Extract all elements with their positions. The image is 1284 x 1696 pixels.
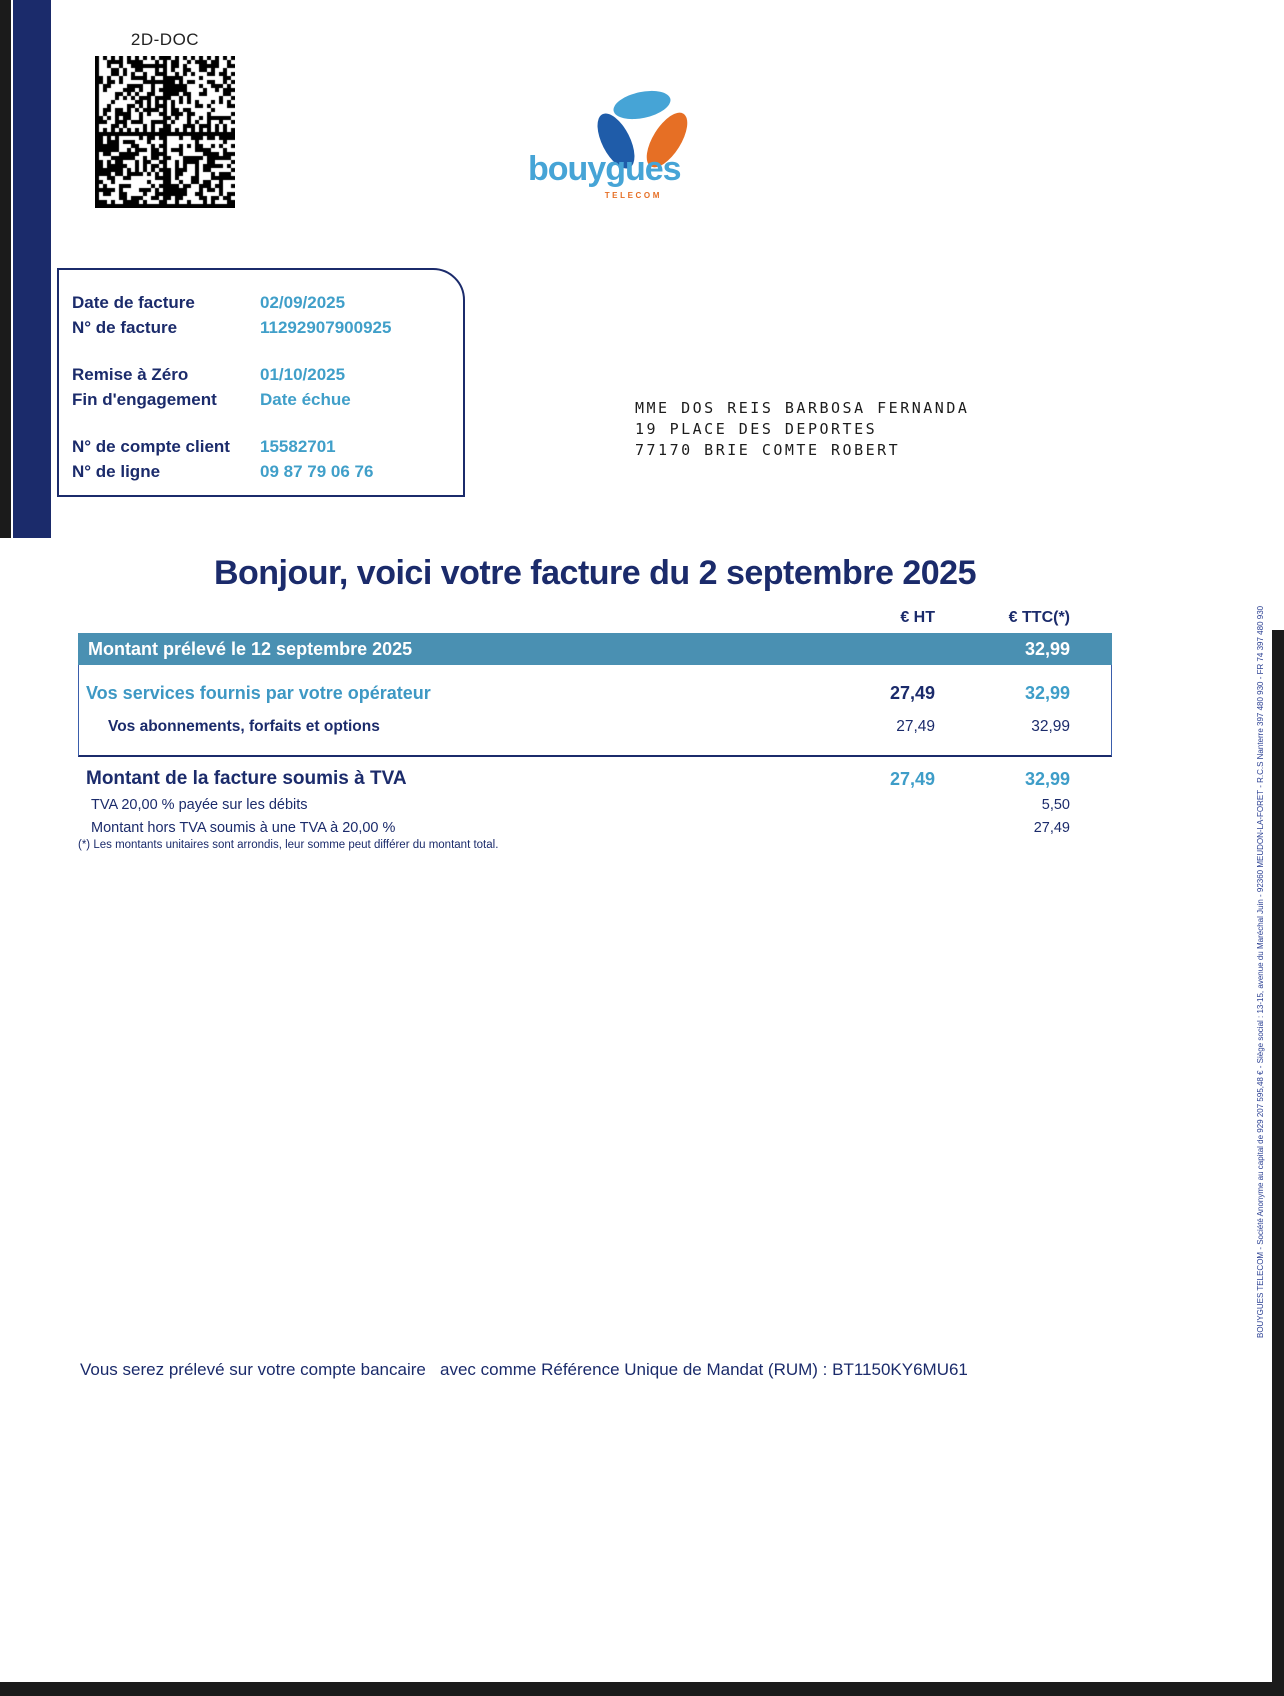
row-label: TVA 20,00 % payée sur les débits — [91, 797, 308, 813]
right-edge-strip — [1272, 630, 1284, 1696]
legal-sidebar-text: BOUYGUES TELECOM - Société Anonyme au capital de 929 207 595,48 € - Siège social : 13-15, avenue du Maréchal Juin - 92360 MEUDON-LA-FORET - R.C.S Nanterre 397 480 930 - FR 74 397 480 930 — [1256, 605, 1265, 1338]
amount-ht: 27,49 — [889, 768, 935, 789]
address-line: MME DOS REIS BARBOSA FERNANDA — [635, 399, 970, 417]
meta-row-invoice-number — [72, 315, 463, 340]
meta-value: 02/09/2025 — [260, 292, 346, 312]
meta-value: 09 87 79 06 76 — [260, 461, 374, 481]
logo-subbrand: TELECOM — [604, 191, 662, 200]
ht-base-row — [78, 817, 1112, 839]
meta-label: Remise à Zéro — [72, 364, 189, 384]
meta-row-line-number — [72, 459, 463, 484]
logo-petal-top-icon — [611, 86, 673, 123]
meta-label: N° de compte client — [72, 436, 230, 456]
amount-ttc: 32,99 — [1024, 768, 1070, 789]
invoice-meta-box — [57, 268, 465, 497]
rounding-footnote: (*) Les montants unitaires sont arrondis, leur somme peut différer du montant total. — [78, 839, 499, 851]
row-label: Vos abonnements, forfaits et options — [108, 718, 380, 735]
2d-doc-barcode-icon — [95, 56, 235, 208]
meta-row-reset-date — [72, 362, 463, 387]
mandate-text: Vous serez prélevé sur votre compte bancaire avec comme Référence Unique de Mandat (RUM) : BT1150KY6MU61 — [80, 1360, 968, 1379]
tva-paid-row — [78, 794, 1112, 816]
row-label: Montant hors TVA soumis à une TVA à 20,00 % — [91, 820, 396, 836]
meta-row-account-number — [72, 434, 463, 459]
amount-ttc: 32,99 — [1031, 718, 1070, 735]
col-header-ttc: € TTC(*) — [1008, 609, 1070, 626]
amount-column-headers — [78, 606, 1112, 630]
meta-row-invoice-date — [72, 290, 463, 315]
amount-ht: 27,49 — [889, 682, 935, 703]
address-line: 19 PLACE DES DEPORTES — [635, 420, 878, 438]
row-label: Montant de la facture soumis à TVA — [86, 768, 407, 789]
address-line: 77170 BRIE COMTE ROBERT — [635, 441, 901, 459]
meta-value: 15582701 — [260, 436, 336, 456]
tva-total-row — [78, 764, 1112, 794]
brand-sidebar-bar — [13, 0, 51, 538]
banner-amount-ttc: 32,99 — [1024, 638, 1070, 659]
meta-row-commitment-end — [72, 387, 463, 412]
bottom-edge-strip — [0, 1682, 1284, 1696]
meta-label: N° de ligne — [72, 461, 161, 481]
page-title: Bonjour, voici votre facture du 2 septembre 2025 — [213, 554, 977, 592]
meta-value: 11292907900925 — [260, 317, 392, 337]
meta-label: N° de facture — [72, 317, 178, 337]
amount-ttc: 27,49 — [1033, 820, 1070, 836]
row-label: Vos services fournis par votre opérateur — [86, 682, 431, 703]
debit-banner — [78, 633, 1112, 665]
left-edge-strip — [0, 0, 11, 538]
meta-value: 01/10/2025 — [260, 364, 346, 384]
logo-wordmark: bouygues — [528, 150, 681, 188]
recipient-address — [635, 398, 969, 461]
banner-label: Montant prélevé le 12 septembre 2025 — [88, 638, 413, 659]
col-header-ht: € HT — [900, 609, 935, 626]
services-row — [78, 678, 1112, 708]
meta-label: Date de facture — [72, 292, 195, 312]
amount-ttc: 32,99 — [1024, 682, 1070, 703]
subscriptions-row — [78, 714, 1112, 740]
meta-value: Date échue — [260, 389, 351, 409]
amount-ttc: 5,50 — [1041, 797, 1070, 813]
2d-doc-label: 2D-DOC — [130, 30, 200, 49]
meta-label: Fin d'engagement — [72, 389, 217, 409]
amount-ht: 27,49 — [896, 718, 935, 735]
